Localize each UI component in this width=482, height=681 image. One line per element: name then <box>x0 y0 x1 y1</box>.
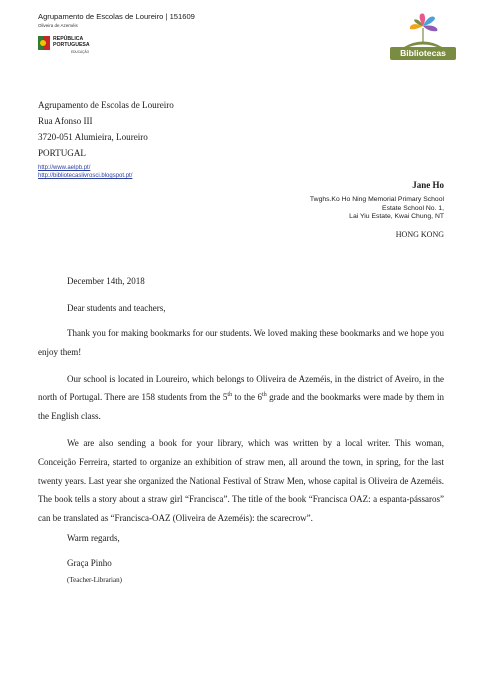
republic-logo-sub: EDUCAÇÃO <box>71 50 90 54</box>
sender-line: 3720-051 Alumieira, Loureiro <box>38 132 148 142</box>
republic-logo-text <box>53 36 90 48</box>
sender-links <box>38 164 132 180</box>
letter-signature: Graça Pinho <box>67 558 112 568</box>
school-website-link[interactable]: http://www.aelpb.pt/ <box>38 165 91 171</box>
sender-line: Rua Afonso III <box>38 116 93 126</box>
signatory-role: (Teacher-Librarian) <box>67 576 122 584</box>
recipient-address <box>310 180 444 239</box>
letter-body <box>38 324 444 536</box>
sender-line: Agrupamento de Escolas de Loureiro <box>38 100 174 110</box>
republic-emblem-icon <box>38 36 50 50</box>
ordinal-suffix: th <box>262 392 267 399</box>
sender-address <box>38 97 174 161</box>
republic-logo-line1: REPÚBLICA <box>53 36 84 42</box>
republic-logo-line2: PORTUGUESA <box>53 42 90 48</box>
library-logo-label: Bibliotecas <box>390 47 456 60</box>
paragraph-2-part-a: Our school is located in Loureiro, which belongs to Oliveira de Azeméis, in the district of Aveiro, in the north of Portugal. There are 158 students from the 5 <box>38 373 444 403</box>
republica-portuguesa-logo <box>38 36 98 58</box>
body-paragraph-2 <box>38 370 444 426</box>
school-header-sub: Oliveira de Azeméis <box>38 23 78 28</box>
ordinal-suffix: th <box>227 392 233 399</box>
body-paragraph-1: Thank you for making bookmarks for our students. We loved making these bookmarks and we hope you enjoy them! <box>38 328 444 357</box>
school-header-line: Agrupamento de Escolas de Loureiro | 151609 <box>38 12 195 21</box>
paragraph-2-part-c: grade and the bookmarks were made by them in the English class. <box>38 392 444 422</box>
sender-line: PORTUGAL <box>38 148 86 158</box>
body-paragraph-3: We are also sending a book for your library, which was written by a local writer. This woman, Conceição Ferreira, started to organize an exhibition of straw men, all around the town, in spring, for the last twenty years. Last year she organized the National Festival of Straw Men, whose capital is Oliveira de Azeméis. The book tells a story about a straw girl “Francisca”. The title of the book “Francisca OAZ: a espanta-pássaros” can be translated as “Francisca-OAZ (Oliveira de Azeméis): the scarecrow”. <box>38 437 444 524</box>
recipient-line: Estate School No. 1, <box>382 204 444 212</box>
letter-salutation: Dear students and teachers, <box>67 303 166 313</box>
recipient-name: Jane Ho <box>412 180 444 190</box>
letter-closing: Warm regards, <box>67 533 120 543</box>
recipient-country: HONG KONG <box>395 229 444 239</box>
recipient-line: Lai Yiu Estate, Kwai Chung, NT <box>349 213 444 220</box>
letter-date: December 14th, 2018 <box>67 276 145 286</box>
library-blog-link[interactable]: http://bibliotecaslivrosci.blogspot.pt/ <box>38 173 133 179</box>
paragraph-2-part-b: to the 6 <box>232 392 263 403</box>
recipient-line: Twghs.Ko Ho Ning Memorial Primary School <box>309 196 444 203</box>
